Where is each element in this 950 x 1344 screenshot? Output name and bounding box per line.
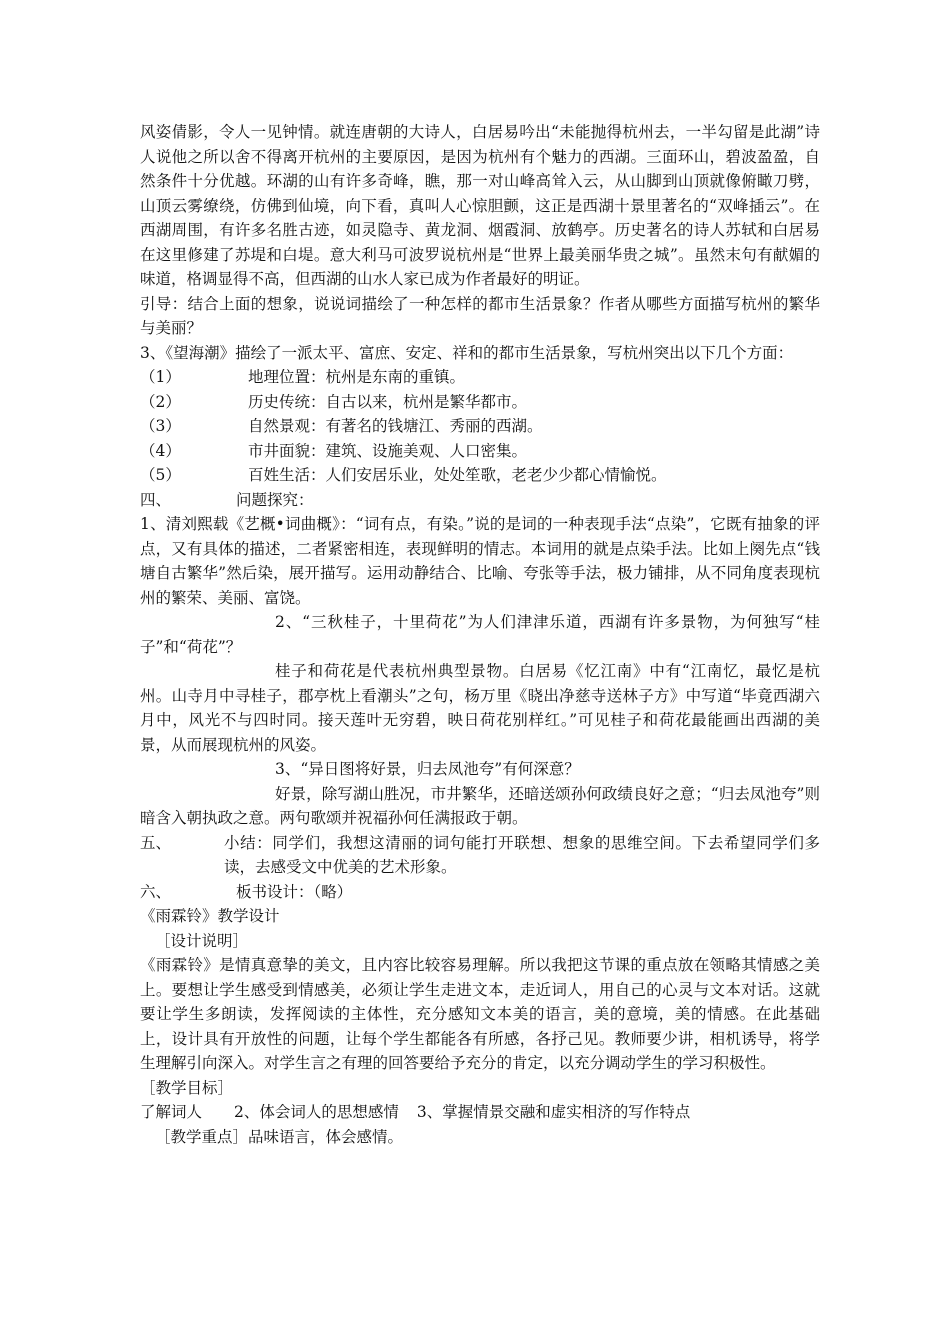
section-number: 六、 — [140, 882, 172, 901]
answer-2: 桂子和荷花是代表杭州典型景物。白居易《忆江南》中有“江南忆，最忆是杭州。山寺月中寻桂子，郡亭枕上看潮头”之句，杨万里《晓出净慈寺送林子方》中写道“毕竟西湖六月中，风光不与四时同。接天莲叶无穷碧，映日荷花别样红。”可见桂子和荷花最能画出西湖的美景，从而展现杭州的风姿。 — [140, 662, 820, 754]
section-5-text: 小结：同学们，我想这清丽的词句能打开联想、想象的思维空间。下去希望同学们多读，去感受文中优美的艺术形象。 — [224, 833, 820, 876]
section-number: 四、 — [140, 490, 172, 509]
design-label: ［设计说明］ — [155, 931, 249, 950]
aspect-number: （2） — [140, 392, 181, 411]
section-number: 五、 — [140, 833, 172, 852]
aspect-text: 历史传统：自古以来，杭州是繁华都市。 — [248, 392, 528, 411]
aspect-row-1 — [140, 365, 820, 390]
guide-question: 引导：结合上面的想象，说说词描绘了一种怎样的都市生活景象？作者从哪些方面描写杭州的繁华与美丽？ — [140, 294, 820, 337]
aspect-text: 自然景观：有著名的钱塘江、秀丽的西湖。 — [248, 417, 543, 435]
section-6-text: 板书设计：（略） — [236, 882, 353, 901]
section-4-heading — [140, 488, 820, 513]
document-page — [140, 120, 820, 1149]
paragraph-westlake: 风姿倩影，令人一见钟情。就连唐朝的大诗人，白居易吟出“未能抛得杭州去，一半勾留是此湖”诗人说他之所以舍不得离开杭州的主要原因，是因为杭州有个魅力的西湖。三面环山，碧波盈盈，自然条件十分优越。环湖的山有许多奇峰，瞧，那一对山峰高耸入云，从山脚到山顶就像俯瞰刀劈，山顶云雾缭绕，仿佛到仙境，向下看，真叫人心惊胆颤，这正是西湖十景里著名的“双峰插云”。在西湖周围，有许多名胜古迹，如灵隐寺、黄龙洞、烟霞洞、放鹤亭。历史著名的诗人苏轼和白居易在这里修建了苏堤和白堤。意大利马可波罗说杭州是“世界上最美丽华贵之城”。虽然末句有献媚的味道，格调显得不高，但西湖的山水人家已成为作者最好的明证。 — [140, 123, 820, 288]
design-text: 《雨霖铃》是情真意挚的美文，且内容比较容易理解。所以我把这节课的重点放在领略其情感之美上。要想让学生感受到情感美，必须让学生走进文本，走近词人，用自己的心灵与文本对话。这就要让学生多朗读，发挥阅读的主体性，充分感知文本美的语言，美的意境，美的情感。在此基础上，设计具有开放性的问题，让每个学生都能各有所感，各抒己见。教师要少讲，相机诱导，将学生理解引向深入。对学生言之有理的回答要给予充分的肯定，以充分调动学生的学习积极性。 — [140, 956, 820, 1072]
item-3-summary: 3、《望海潮》描绘了一派太平、富庶、安定、祥和的都市生活景象，写杭州突出以下几个方面： — [140, 343, 794, 362]
aspect-number: （4） — [140, 441, 181, 460]
section-6 — [140, 880, 820, 905]
goal-2: 2、体会词人的思想感情 — [234, 1103, 399, 1121]
aspect-text: 市井面貌：建筑、设施美观、人口密集。 — [248, 441, 528, 460]
aspect-row-2 — [140, 390, 820, 415]
aspect-text: 地理位置：杭州是东南的重镇。 — [248, 368, 466, 386]
section-5 — [140, 831, 820, 880]
answer-3: 好景，除写湖山胜况，市井繁华，还暗送颂孙何政绩良好之意；“归去凤池夸”则暗含入朝执政之意。两句歌颂并祝福孙何任满报政于朝。 — [140, 784, 820, 827]
goal-1: 了解词人 — [140, 1103, 203, 1121]
question-3: 3、“异日图将好景，归去凤池夸”有何深意？ — [275, 760, 580, 778]
goal-3: 3、掌握情景交融和虚实相济的写作特点 — [416, 1103, 691, 1121]
aspect-number: （1） — [140, 368, 181, 386]
aspect-row-4 — [140, 439, 820, 464]
question-1: 1、清刘熙载《艺概•词曲概》：“词有点，有染。”说的是词的一种表现手法“点染”，它既有抽象的评点，又有具体的描述，二者紧密相连，表现鲜明的情志。本词用的就是点染手法。比如上阕先点“钱塘自古繁华”然后染，展开描写。运用动静结合、比喻、夸张等手法，极力铺排，从不同角度表现杭州的繁荣、美丽、富饶。 — [140, 515, 820, 607]
aspect-number: （5） — [140, 466, 181, 484]
aspect-text: 百姓生活：人们安居乐业，处处笙歌，老老少少都心情愉悦。 — [248, 466, 667, 484]
lesson-title: 《雨霖铃》教学设计 — [140, 907, 280, 925]
aspect-row-5 — [140, 463, 820, 488]
teaching-focus: ［教学重点］品味语言，体会感情。 — [155, 1127, 404, 1146]
aspect-row-3 — [140, 414, 820, 439]
aspect-number: （3） — [140, 417, 181, 435]
section-title: 问题探究： — [236, 490, 314, 509]
question-2: 2、“三秋桂子，十里荷花”为人们津津乐道，西湖有许多景物，为何独写“桂子”和“荷花”？ — [140, 613, 820, 656]
goals-line — [140, 1100, 820, 1125]
goals-label: ［教学目标］ — [140, 1078, 234, 1097]
